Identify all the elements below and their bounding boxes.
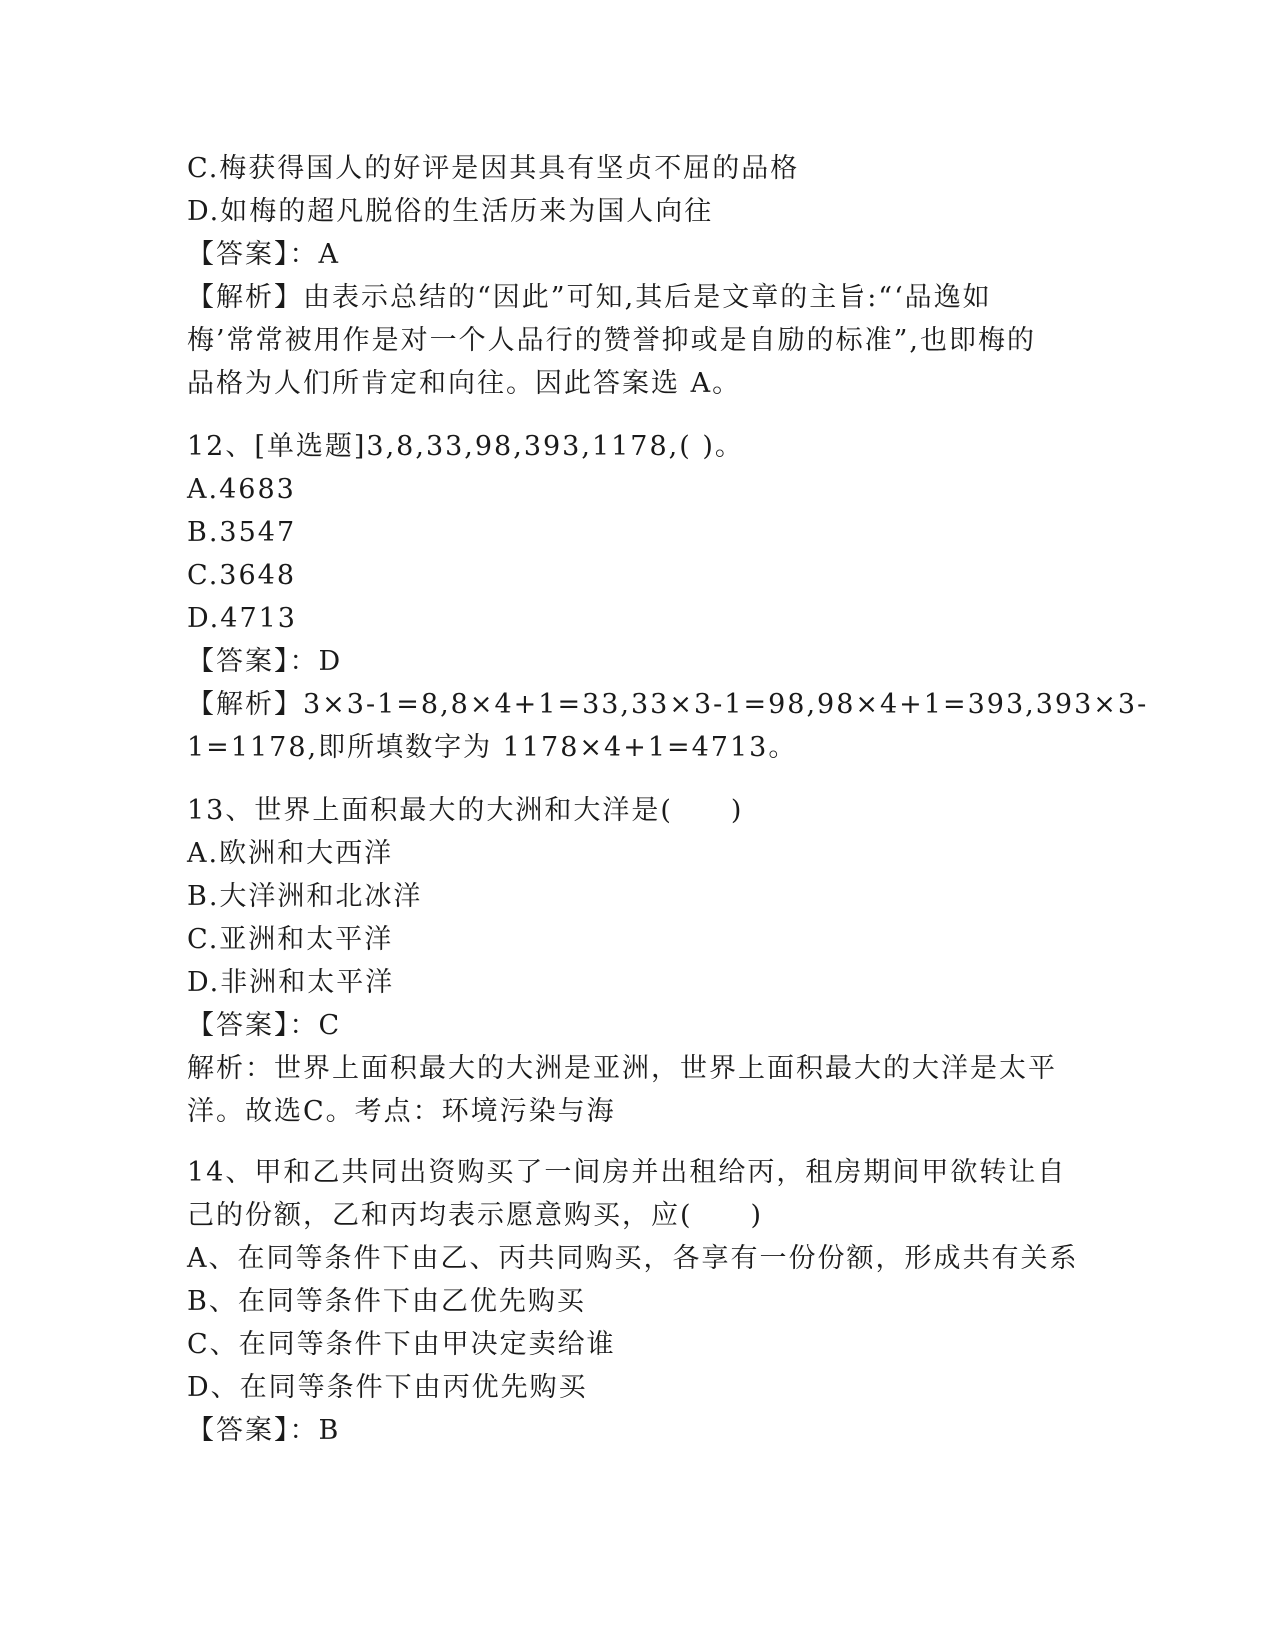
spacer: [187, 1133, 1087, 1151]
option-d: D.4713: [187, 603, 297, 634]
option-b: B.3547: [187, 517, 297, 548]
analysis-line: 品格为人们所肯定和向往。因此答案选 A。: [187, 368, 742, 399]
option-b: B、在同等条件下由乙优先购买: [187, 1286, 586, 1317]
analysis-line: 【解析】3×3-1=8,8×4+1=33,33×3-1=98,98×4+1=393,393×3-: [187, 689, 1149, 720]
analysis-line: 【解析】由表示总结的“因此”可知,其后是文章的主旨:“‘品逸如: [187, 282, 992, 313]
option-a: A.4683: [187, 474, 296, 505]
analysis-line: 梅’常常被用作是对一个人品行的赞誉抑或是自励的标准”,也即梅的: [187, 325, 1036, 356]
question-14-title: 14、甲和乙共同出资购买了一间房并出租给丙，租房期间甲欲转让自: [187, 1157, 1067, 1188]
option-c: C.亚洲和太平洋: [187, 924, 394, 955]
spacer: [187, 769, 1087, 789]
spacer: [187, 405, 1087, 425]
option-c: C.3648: [187, 560, 296, 591]
answer-line: 【答案】：A: [187, 239, 340, 270]
document-content: [187, 147, 1149, 1452]
option-d: D.如梅的超凡脱俗的生活历来为国人向往: [187, 196, 714, 227]
question-13-title: 13、世界上面积最大的大洲和大洋是( ): [187, 795, 744, 826]
option-b: B.大洋洲和北冰洋: [187, 881, 423, 912]
option-d: D.非洲和太平洋: [187, 967, 395, 998]
answer-line: 【答案】：C: [187, 1010, 342, 1041]
option-a: A.欧洲和大西洋: [187, 838, 394, 869]
question-14-title-cont: 己的份额，乙和丙均表示愿意购买，应( ): [187, 1200, 764, 1231]
analysis-line: 1=1178,即所填数字为 1178×4+1=4713。: [187, 732, 798, 763]
analysis-line: 洋。故选C。考点：环境污染与海: [187, 1096, 616, 1127]
question-12-title: 12、[单选题]3,8,33,98,393,1178,( )。: [187, 431, 744, 462]
option-d: D、在同等条件下由丙优先购买: [187, 1372, 588, 1403]
answer-line: 【答案】：D: [187, 646, 343, 677]
analysis-line: 解析：世界上面积最大的大洲是亚洲，世界上面积最大的大洋是太平: [187, 1053, 1057, 1084]
option-a: A、在同等条件下由乙、丙共同购买，各享有一份份额，形成共有关系: [187, 1243, 1079, 1274]
option-c: C、在同等条件下由甲决定卖给谁: [187, 1329, 616, 1360]
option-c: C.梅获得国人的好评是因其具有坚贞不屈的品格: [187, 153, 800, 184]
answer-line: 【答案】：B: [187, 1415, 341, 1446]
